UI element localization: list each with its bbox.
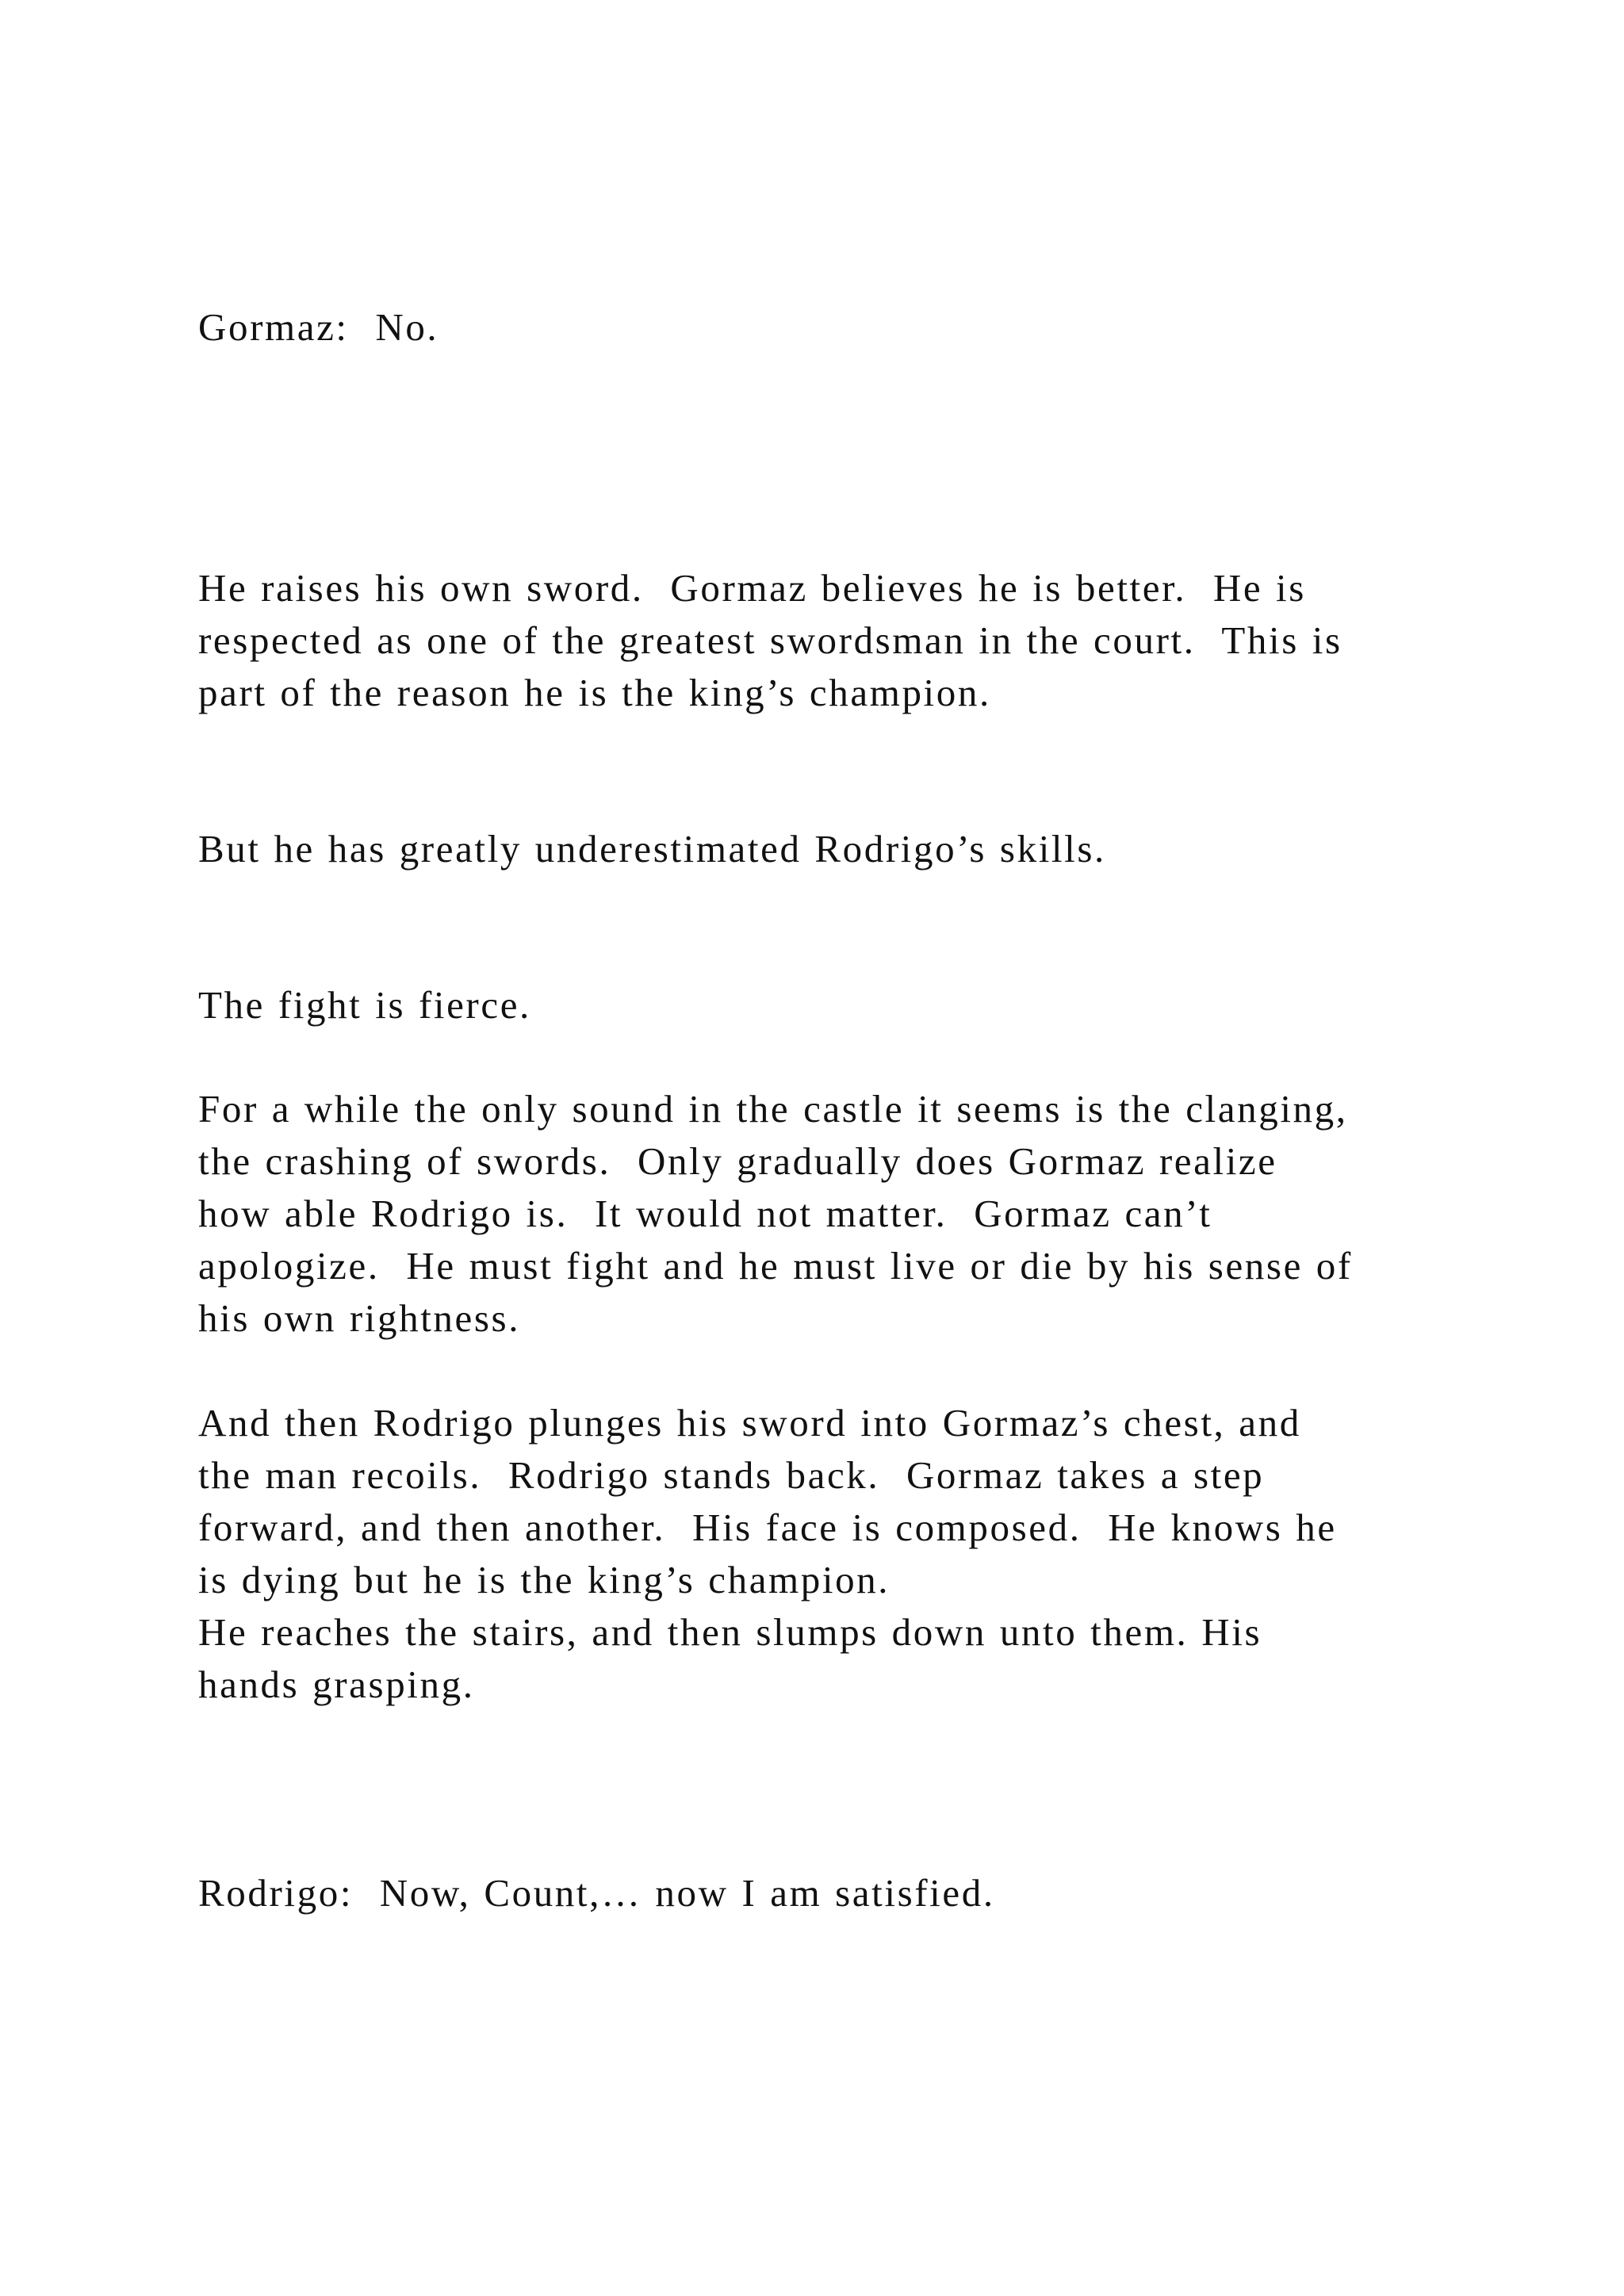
text-line: apologize. He must fight and he must live or die by his sense of: [198, 1244, 1353, 1288]
text-line: the man recoils. Rodrigo stands back. Gormaz takes a step: [198, 1453, 1265, 1497]
text-line: his own rightness.: [198, 1296, 521, 1340]
text-line: is dying but he is the king’s champion.: [198, 1558, 891, 1601]
text-line: But he has greatly underestimated Rodrigo’s skills.: [198, 827, 1106, 871]
text-line: He raises his own sword. Gormaz believes he is better. He is: [198, 566, 1306, 610]
text-line: He reaches the stairs, and then slumps down unto them. His: [198, 1610, 1262, 1654]
text-line: forward, and then another. His face is composed. He knows he: [198, 1506, 1337, 1549]
text-line: the crashing of swords. Only gradually does Gormaz realize: [198, 1139, 1277, 1183]
text-line: For a while the only sound in the castle it seems is the clanging,: [198, 1087, 1348, 1131]
dialogue-line-rodrigo: Rodrigo: Now, Count,… now I am satisfied.: [198, 1871, 995, 1915]
text-line: how able Rodrigo is. It would not matter. Gormaz can’t: [198, 1192, 1212, 1235]
dialogue-line-gormaz: Gormaz: No.: [198, 305, 439, 349]
text-line: And then Rodrigo plunges his sword into Gormaz’s chest, and: [198, 1401, 1301, 1445]
text-line: respected as one of the greatest swordsman in the court. This is: [198, 618, 1342, 662]
text-line: part of the reason he is the king’s champion.: [198, 671, 991, 714]
text-line: hands grasping.: [198, 1663, 475, 1706]
text-line: The fight is fierce.: [198, 983, 531, 1027]
